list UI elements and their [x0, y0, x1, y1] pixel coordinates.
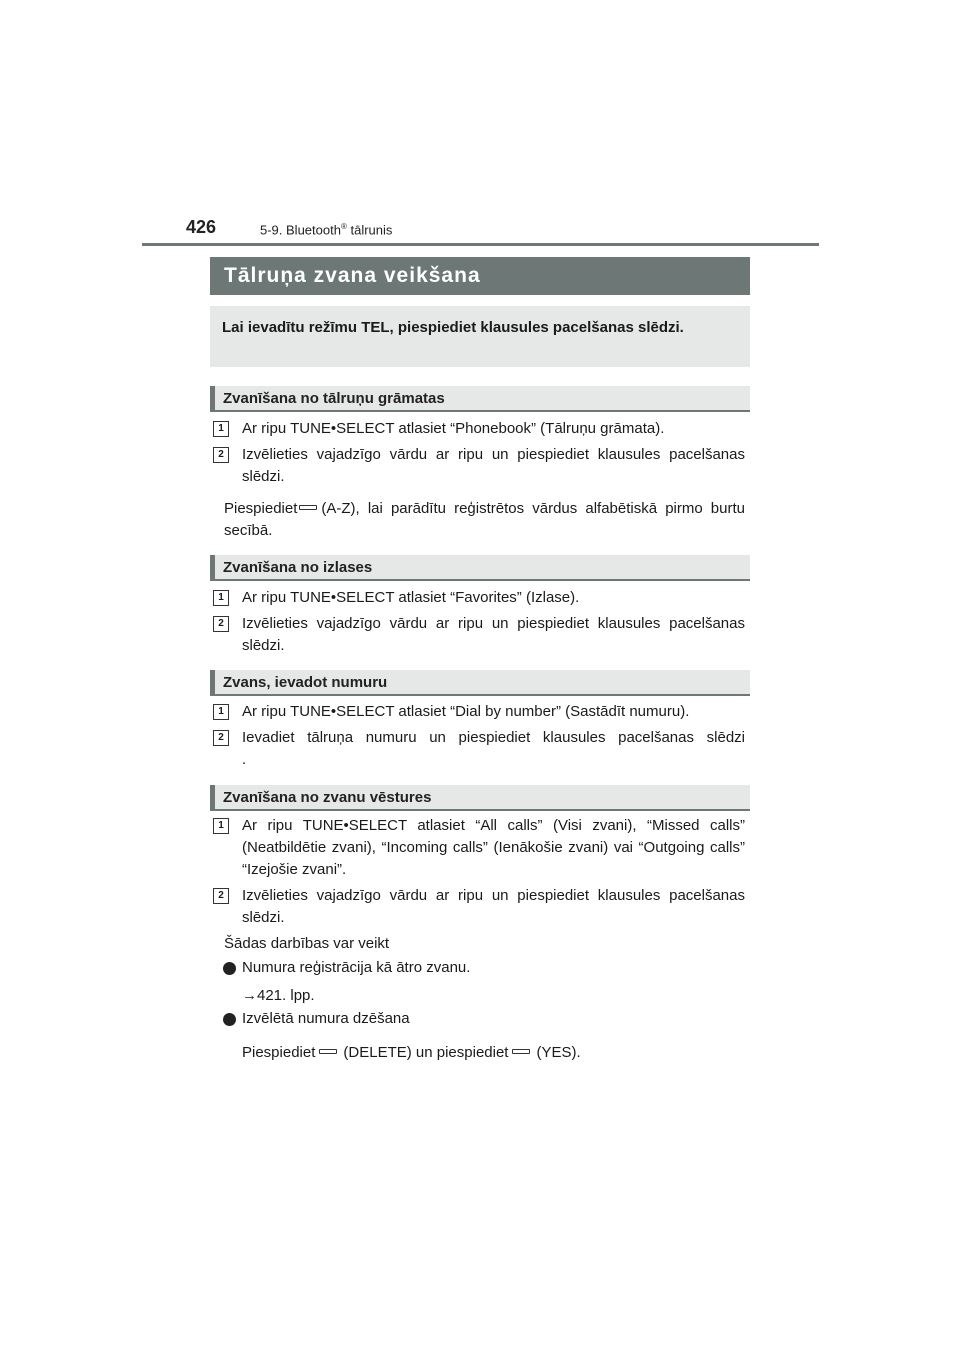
- note-paragraph: Piespiediet (A-Z), lai parādītu reģistrētos vārdus alfabētiskā pirmo burtu secībā.: [224, 500, 745, 539]
- step-1: [213, 587, 745, 609]
- page-reference: →421. lpp.: [242, 987, 315, 1004]
- action-item: Numura reģistrācija kā ātro zvanu.: [242, 959, 471, 976]
- step-number-box: 2: [213, 616, 229, 632]
- step-1: [213, 701, 745, 723]
- step-2: [213, 727, 745, 749]
- step-text: Ar ripu TUNE•SELECT atlasiet “Dial by number” (Sastādīt numuru).: [242, 703, 690, 720]
- title-bar: [210, 257, 750, 295]
- step-number-box: 1: [213, 818, 229, 834]
- page-number: 426: [186, 217, 217, 237]
- step-1: [213, 815, 745, 881]
- section-heading-call-history: Zvanīšana no zvanu vēstures: [210, 785, 750, 811]
- button-symbol-icon: [319, 1049, 337, 1054]
- step-number-box: 1: [213, 590, 229, 606]
- page-header: [186, 214, 826, 244]
- step-number-box: 1: [213, 421, 229, 437]
- step-2: [213, 885, 745, 929]
- step-number-box: 2: [213, 730, 229, 746]
- action-instruction: Piespiediet (DELETE) un piespiediet (YES).: [242, 1044, 581, 1061]
- header-rule: [142, 243, 819, 246]
- step-text: Ar ripu TUNE•SELECT atlasiet “Favorites” (Izlase).: [242, 589, 580, 606]
- step-2: [213, 444, 745, 488]
- step-text: Izvēlieties vajadzīgo vārdu ar ripu un piespiediet klausules pacelšanas slēdzi.: [242, 887, 745, 926]
- step-text: Izvēlieties vajadzīgo vārdu ar ripu un piespiediet klausules pacelšanas slēdzi.: [242, 446, 745, 485]
- step-1: [213, 418, 745, 440]
- step-2: [213, 613, 745, 657]
- actions-intro: Šādas darbības var veikt: [224, 935, 390, 952]
- step-text: Izvēlieties vajadzīgo vārdu ar ripu un piespiediet klausules pacelšanas slēdzi.: [242, 615, 745, 654]
- step-continuation: .: [242, 751, 247, 768]
- section-reference: 5-9. Bluetooth® tālrunis: [260, 222, 393, 238]
- bullet-icon: [223, 962, 236, 975]
- page-title: Tālruņa zvana veikšana: [224, 264, 481, 287]
- step-number-box: 2: [213, 447, 229, 463]
- action-item: Izvēlētā numura dzēšana: [242, 1010, 410, 1027]
- intro-box: Lai ievadītu režīmu TEL, piespiediet klausules pacelšanas slēdzi.: [210, 306, 750, 367]
- section-heading-dial-number: Zvans, ievadot numuru: [210, 670, 750, 696]
- step-text: Ar ripu TUNE•SELECT atlasiet “All calls” (Visi zvani), “Missed calls” (Neatbildētie zvani), “Incoming calls” (Ienākošie zvani) vai “Outgoing calls” “Izejošie zvani”.: [242, 817, 745, 878]
- button-symbol-icon: [299, 505, 317, 510]
- bullet-icon: [223, 1013, 236, 1026]
- step-text: Ievadiet tālruņa numuru un piespiediet klausules pacelšanas slēdzi: [242, 729, 745, 746]
- section-heading-phonebook: Zvanīšana no tālruņu grāmatas: [210, 386, 750, 412]
- step-number-box: 1: [213, 704, 229, 720]
- step-number-box: 2: [213, 888, 229, 904]
- step-text: Ar ripu TUNE•SELECT atlasiet “Phonebook” (Tālruņu grāmata).: [242, 420, 665, 437]
- section-heading-favorites: Zvanīšana no izlases: [210, 555, 750, 581]
- button-symbol-icon: [512, 1049, 530, 1054]
